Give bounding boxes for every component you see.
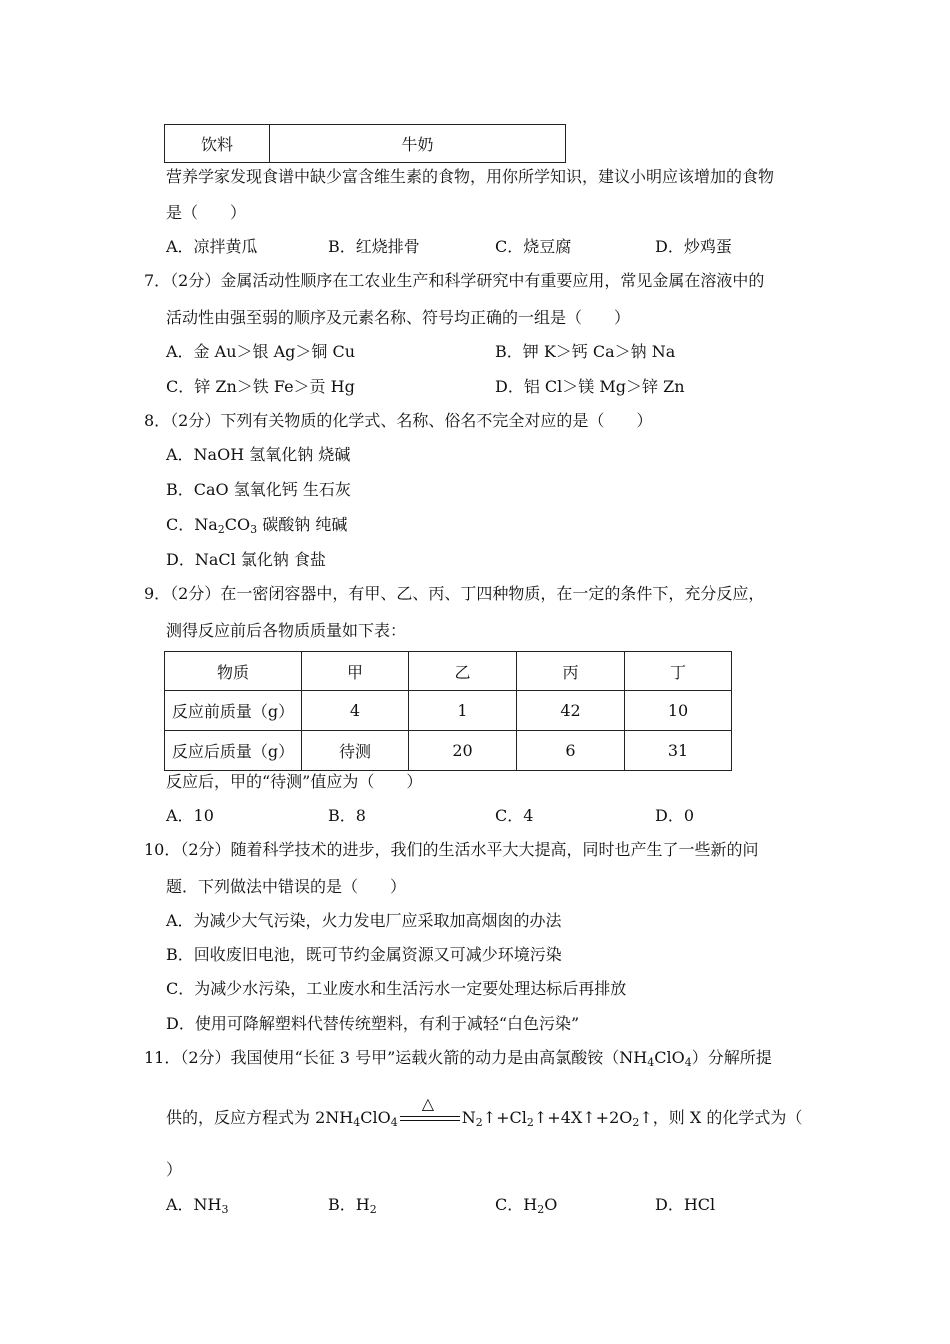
q11-option-c[interactable]	[495, 1195, 557, 1215]
q7-stem-line1: 7．（2分）金属活动性顺序在工农业生产和科学研究中有重要应用，常见金属在溶液中的	[144, 271, 765, 290]
q11-line2-sub2: 4	[390, 1116, 398, 1129]
q9-option-d[interactable]: D．0	[655, 806, 695, 825]
q10-option-d[interactable]: D．使用可降解塑料代替传统塑料，有利于减轻“白色污染”	[166, 1014, 580, 1033]
q11-option-c-end: O	[544, 1195, 558, 1214]
q6-option-d[interactable]: D．炒鸡蛋	[655, 237, 732, 256]
q11-stem-line1	[144, 1048, 772, 1068]
q10-option-a[interactable]: A．为减少大气污染，火力发电厂应采取加高烟囱的办法	[166, 911, 562, 930]
q11-prod-rest3: ↑，则 X 的化学式为（	[639, 1108, 803, 1127]
table-cell: 6	[517, 731, 625, 771]
q11-prod-o-sub: 2	[632, 1116, 640, 1129]
q11-equation-line	[166, 1094, 803, 1129]
q8-option-c[interactable]	[166, 515, 347, 535]
q6-option-c[interactable]: C．烧豆腐	[495, 237, 572, 256]
q11-heat-condition: △	[421, 1094, 435, 1113]
q7-option-b[interactable]: B．钾 K＞钙 Ca＞钠 Na	[495, 342, 676, 361]
q11-line2-b: ClO	[360, 1108, 391, 1127]
table-header-cell: 甲	[302, 652, 409, 691]
q11-prod-rest2: ↑+4X↑+2O	[533, 1108, 633, 1127]
table-header-cell: 丁	[625, 652, 732, 691]
q11-option-c-sub: 2	[537, 1203, 545, 1216]
q11-prod-rest1: ↑+Cl	[482, 1108, 527, 1127]
q11-option-c-text: C．H	[495, 1195, 538, 1214]
q8-option-a[interactable]: A．NaOH 氢氧化钠 烧碱	[166, 445, 351, 464]
q8-option-b[interactable]: B．CaO 氢氧化钙 生石灰	[166, 480, 351, 499]
q11-option-b[interactable]	[328, 1195, 377, 1215]
q10-option-b[interactable]: B．回收废旧电池，既可节约金属资源又可减少环境污染	[166, 945, 562, 964]
table-header-cell: 物质	[165, 652, 302, 691]
q10-stem-line2: 题．下列做法中错误的是（ ）	[166, 877, 407, 896]
q11-option-a-sub: 3	[221, 1203, 229, 1216]
equals-line-bottom	[400, 1120, 460, 1121]
q11-line1-c: ）分解所提	[691, 1048, 772, 1067]
q8-option-c-sub2: 3	[250, 523, 258, 536]
table-row	[165, 652, 732, 691]
q11-line1-b: ClO	[654, 1048, 685, 1067]
q6-option-a[interactable]: A．凉拌黄瓜	[166, 237, 258, 256]
q8-option-d[interactable]: D．NaCl 氯化钠 食盐	[166, 550, 326, 569]
menu-label-cell: 饮料	[165, 125, 270, 163]
mass-table	[164, 651, 732, 771]
table-header-cell: 乙	[409, 652, 517, 691]
q8-option-c-sub1: 2	[217, 523, 225, 536]
q11-option-b-sub: 2	[369, 1203, 377, 1216]
table-cell: 10	[625, 691, 732, 731]
q8-option-c-mid: CO	[224, 515, 251, 534]
table-cell: 42	[517, 691, 625, 731]
q11-prod-n: N	[461, 1108, 476, 1127]
q7-option-c[interactable]: C．锌 Zn＞铁 Fe＞贡 Hg	[166, 377, 355, 396]
q10-option-c[interactable]: C．为减少水污染，工业废水和生活污水一定要处理达标后再排放	[166, 979, 627, 998]
q11-equation-arrow	[398, 1094, 462, 1128]
q11-line1-sub2: 4	[684, 1056, 692, 1069]
q11-line1-a: 11．（2分）我国使用“长征 3 号甲”运载火箭的动力是由高氯酸铵（NH	[144, 1048, 648, 1067]
q7-option-a[interactable]: A．金 Au＞银 Ag＞铜 Cu	[166, 342, 356, 361]
q9-option-a[interactable]: A．10	[166, 806, 214, 825]
q8-option-c-prefix: C．Na	[166, 515, 218, 534]
table-cell: 1	[409, 691, 517, 731]
table-header-cell: 丙	[517, 652, 625, 691]
table-cell: 20	[409, 731, 517, 771]
table-cell: 反应前质量（g）	[165, 691, 302, 731]
q6-option-b[interactable]: B．红烧排骨	[328, 237, 420, 256]
table-cell: 反应后质量（g）	[165, 731, 302, 771]
q11-option-b-text: B．H	[328, 1195, 370, 1214]
menu-table	[164, 124, 566, 163]
q8-stem: 8．（2分）下列有关物质的化学式、名称、俗名不完全对应的是（ ）	[144, 411, 653, 430]
table-cell: 4	[302, 691, 409, 731]
q11-prod-cl-sub: 2	[526, 1116, 534, 1129]
q9-option-b[interactable]: B．8	[328, 806, 366, 825]
table-row	[165, 691, 732, 731]
q11-option-a-text: A．NH	[166, 1195, 222, 1214]
equals-line-top	[400, 1116, 460, 1117]
q6-stem-line1: 营养学家发现食谱中缺少富含维生素的食物，用你所学知识，建议小明应该增加的食物	[166, 167, 775, 186]
q11-option-a[interactable]	[166, 1195, 229, 1215]
q11-line1-sub1: 4	[647, 1056, 655, 1069]
q9-option-c[interactable]: C．4	[495, 806, 534, 825]
q11-line2-sub1: 4	[353, 1116, 361, 1129]
menu-value-cell: 牛奶	[270, 125, 566, 163]
q10-stem-line1: 10．（2分）随着科学技术的进步，我们的生活水平大大提高，同时也产生了一些新的问	[144, 840, 759, 859]
q8-option-c-suffix: 碳酸钠 纯碱	[257, 515, 348, 534]
q9-stem-line1: 9．（2分）在一密闭容器中，有甲、乙、丙、丁四种物质，在一定的条件下，充分反应，	[144, 584, 765, 603]
table-cell: 待测	[302, 731, 409, 771]
q9-after-text: 反应后，甲的“待测”值应为（ ）	[166, 772, 423, 791]
table-row	[165, 731, 732, 771]
q11-prod-n-sub: 2	[475, 1116, 483, 1129]
q9-stem-line2: 测得反应前后各物质质量如下表：	[166, 621, 407, 640]
q11-line2-a: 供的，反应方程式为 2NH	[166, 1108, 354, 1127]
q7-stem-line2: 活动性由强至弱的顺序及元素名称、符号均正确的一组是（ ）	[166, 308, 631, 327]
q7-option-d[interactable]: D．铝 Cl＞镁 Mg＞锌 Zn	[495, 377, 685, 396]
table-cell: 31	[625, 731, 732, 771]
q6-stem-line2: 是（ ）	[166, 203, 247, 222]
q11-option-d[interactable]: D．HCl	[655, 1195, 716, 1214]
q11-stem-line3: ）	[166, 1160, 183, 1179]
